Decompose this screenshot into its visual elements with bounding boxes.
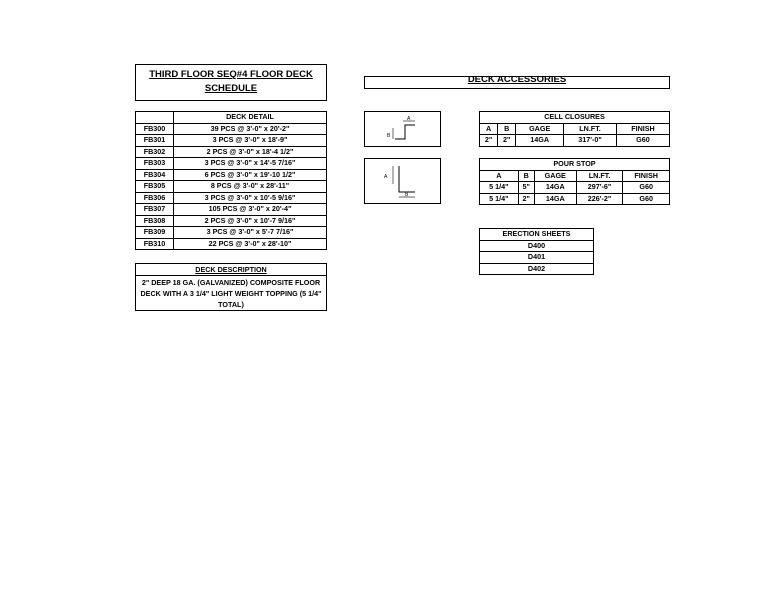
deck-mark-cell: FB301	[136, 135, 174, 147]
pour-stop-cell: 226'-2"	[576, 193, 623, 205]
deck-mark-cell: FB309	[136, 227, 174, 239]
pour-stop-cell: G60	[623, 193, 670, 205]
schedule-title-line2: SCHEDULE	[204, 83, 258, 94]
erection-sheets-title: ERECTION SHEETS	[480, 229, 594, 241]
cell-closures-title: CELL CLOSURES	[480, 112, 670, 124]
pour-stop-title: POUR STOP	[480, 159, 670, 171]
deck-schedule-table	[135, 111, 327, 250]
cell-closure-profile-icon	[365, 112, 442, 148]
table-row	[480, 240, 594, 252]
deck-description-title: DECK DESCRIPTION	[136, 264, 326, 276]
mark-header	[136, 112, 174, 124]
cell-closures-cell: 2"	[498, 135, 516, 147]
schedule-title	[135, 64, 327, 101]
sketch2-label-a: A	[384, 174, 388, 180]
deck-mark-cell: FB307	[136, 204, 174, 216]
deck-description-text: 2" DEEP 18 GA. (GALVANIZED) COMPOSITE FLOOR DECK WITH A 3 1/4" LIGHT WEIGHT TOPPING (5 1/4" TOTAL)	[140, 278, 322, 309]
erection-sheet-cell: D402	[480, 263, 594, 275]
schedule-title-line1: THIRD FLOOR SEQ#4 FLOOR DECK	[149, 69, 313, 80]
deck-detail-cell: 3 PCS @ 3'-0" x 5'-7 7/16"	[174, 227, 327, 239]
sketch1-label-b: B	[387, 133, 391, 139]
table-row	[480, 135, 670, 147]
pour-stop-cell: 5 1/4"	[480, 193, 519, 205]
pour-stop-cell: 14GA	[534, 193, 576, 205]
pour-stop-cell: 5 1/4"	[480, 182, 519, 194]
deck-mark-cell: FB310	[136, 238, 174, 250]
deck-accessories-title: DECK ACCESSORIES	[467, 76, 567, 85]
table-row	[136, 192, 327, 204]
table-row	[480, 182, 670, 194]
table-row	[480, 193, 670, 205]
deck-accessories-header	[364, 76, 670, 89]
cell-closures-column-header: A	[480, 123, 498, 135]
cell-closures-column-header: LN.FT.	[564, 123, 617, 135]
deck-detail-cell: 8 PCS @ 3'-0" x 28'-11"	[174, 181, 327, 193]
pour-stop-column-header: A	[480, 170, 519, 182]
table-row	[136, 123, 327, 135]
table-row	[136, 181, 327, 193]
deck-detail-cell: 3 PCS @ 3'-0" x 18'-9"	[174, 135, 327, 147]
deck-detail-cell: 6 PCS @ 3'-0" x 19'-10 1/2"	[174, 169, 327, 181]
erection-sheets-table	[479, 228, 594, 275]
deck-mark-cell: FB302	[136, 146, 174, 158]
table-row	[136, 158, 327, 170]
pour-stop-table	[479, 158, 670, 205]
deck-detail-cell: 2 PCS @ 3'-0" x 10'-7 9/16"	[174, 215, 327, 227]
pour-stop-column-header: LN.FT.	[576, 170, 623, 182]
deck-mark-cell: FB305	[136, 181, 174, 193]
pour-stop-column-header: B	[518, 170, 534, 182]
erection-sheet-cell: D401	[480, 252, 594, 264]
table-row	[136, 238, 327, 250]
cell-closures-column-header: FINISH	[616, 123, 669, 135]
table-row	[136, 215, 327, 227]
deck-detail-cell: 105 PCS @ 3'-0" x 20'-4"	[174, 204, 327, 216]
table-row	[136, 135, 327, 147]
cell-closures-column-header: GAGE	[516, 123, 564, 135]
deck-detail-cell: 39 PCS @ 3'-0" x 20'-2"	[174, 123, 327, 135]
deck-mark-cell: FB306	[136, 192, 174, 204]
cell-closure-sketch	[364, 111, 441, 147]
erection-sheet-cell: D400	[480, 240, 594, 252]
pour-stop-sketch	[364, 158, 441, 204]
deck-mark-cell: FB304	[136, 169, 174, 181]
cell-closures-table	[479, 111, 670, 147]
table-row	[136, 146, 327, 158]
deck-detail-cell: 3 PCS @ 3'-0" x 10'-5 9/16"	[174, 192, 327, 204]
cell-closures-cell: 2"	[480, 135, 498, 147]
pour-stop-column-header: FINISH	[623, 170, 670, 182]
table-row	[480, 263, 594, 275]
table-row	[136, 204, 327, 216]
deck-mark-cell: FB303	[136, 158, 174, 170]
pour-stop-cell: G60	[623, 182, 670, 194]
table-row	[136, 227, 327, 239]
deck-detail-cell: 2 PCS @ 3'-0" x 18'-4 1/2"	[174, 146, 327, 158]
pour-stop-cell: 14GA	[534, 182, 576, 194]
cell-closures-column-header: B	[498, 123, 516, 135]
deck-description	[135, 263, 327, 311]
pour-stop-cell: 297'-6"	[576, 182, 623, 194]
cell-closures-cell: 14GA	[516, 135, 564, 147]
deck-mark-cell: FB300	[136, 123, 174, 135]
deck-detail-header: DECK DETAIL	[174, 112, 327, 124]
sketch1-label-a: A	[407, 116, 411, 122]
cell-closures-cell: G60	[616, 135, 669, 147]
deck-mark-cell: FB308	[136, 215, 174, 227]
pour-stop-profile-icon	[365, 159, 442, 205]
pour-stop-cell: 5"	[518, 182, 534, 194]
deck-detail-cell: 22 PCS @ 3'-0" x 28'-10"	[174, 238, 327, 250]
deck-detail-cell: 3 PCS @ 3'-0" x 14'-5 7/16"	[174, 158, 327, 170]
table-row	[136, 169, 327, 181]
pour-stop-cell: 2"	[518, 193, 534, 205]
cell-closures-cell: 317'-0"	[564, 135, 617, 147]
sketch2-label-b: B	[405, 192, 409, 198]
table-row	[480, 252, 594, 264]
pour-stop-column-header: GAGE	[534, 170, 576, 182]
